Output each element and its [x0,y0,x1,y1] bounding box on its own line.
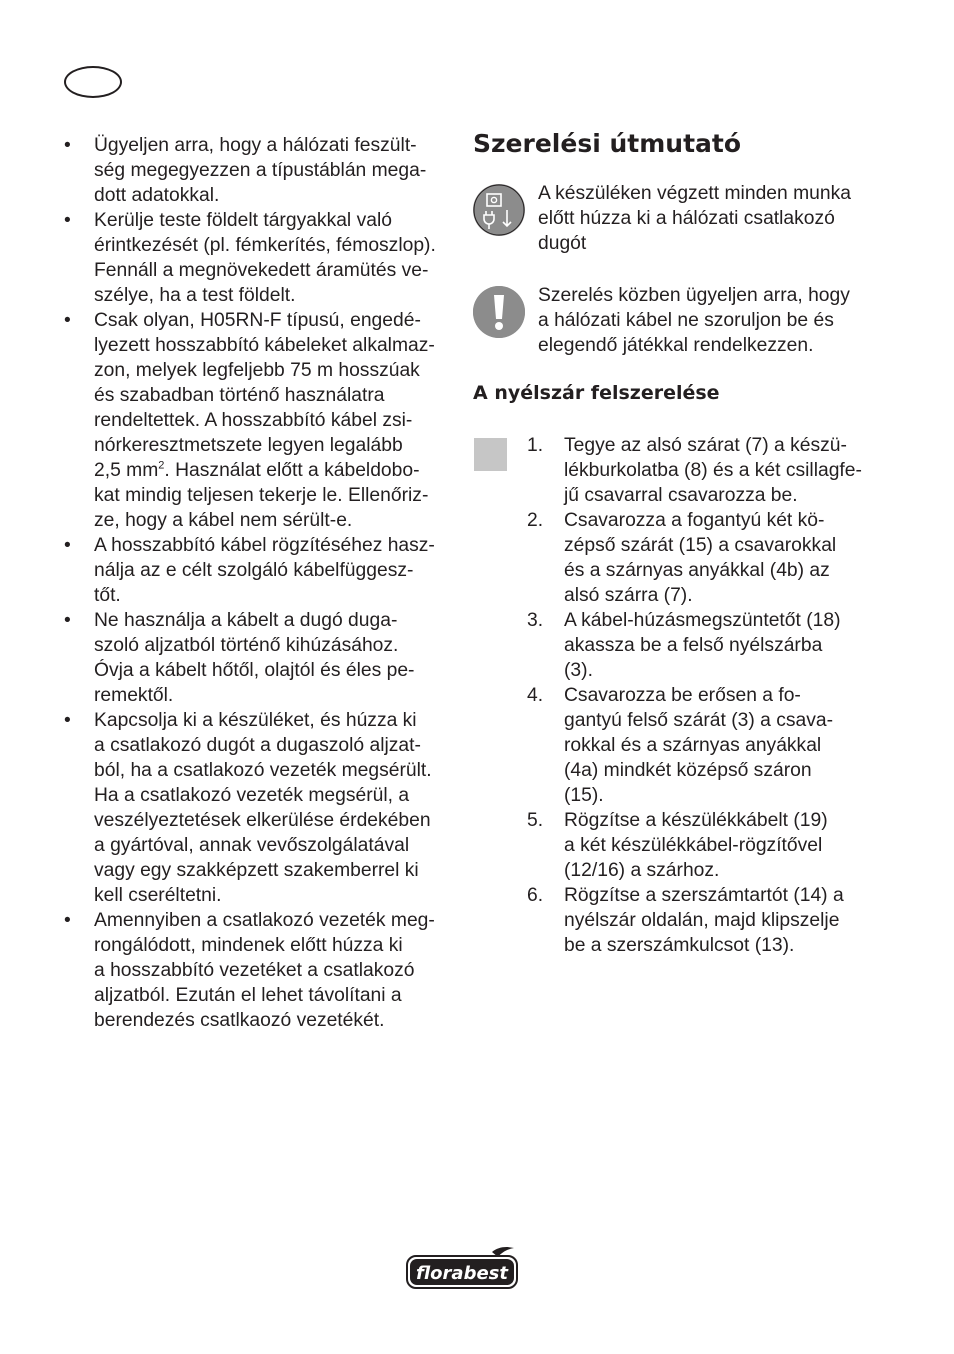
logo-text: florabest [416,1263,508,1284]
bullet-item: • Kapcsolja ki a készüléket, és húzza ki a csatlakozó dugót a dugaszoló aljzat- ból, ha a csatlakozó vezeték megsérült. Ha a csatlakozó vezeték megsérül, a veszélyeztetések elkerülése érdekében a gyártóval, annak vevőszolgálatával vagy egy szakképzett szakemberrel ki kell cseréltetni. [64,708,459,908]
section-title: Szerelési útmutató [473,129,742,158]
unplug-icon [473,184,525,236]
bullet-item: • Amennyiben a csatlakozó vezeték meg- rongálódott, mindenek előtt húzza ki a hosszabbító vezetéket a csatlakozó aljzatból. Ezután el lehet távolítani a berendezés csatlkaozó vezetékét. [64,908,459,1033]
language-badge [64,66,122,98]
step-item: 5. Rögzítse a készülékkábelt (19) a két készülékkábel-rögzítővel (12/16) a szárhoz. [527,810,828,881]
safety-bullet-list [64,133,459,1033]
bullet-item: • Ne használja a kábelt a dugó duga- szoló aljzatból történő kihúzásához. Óvja a kábelt hőtől, olajtól és éles pe- remektől. [64,608,459,708]
assembly-section [473,124,893,404]
florabest-logo [406,1246,519,1290]
bullet-item: • Ügyeljen arra, hogy a hálózati feszült- ség megegyezzen a típustáblán mega- dott adatokkal. [64,133,459,208]
step-item: 4. Csavarozza be erősen a fo- gantyú felső szárát (3) a csava- rokkal és a szárnyas anyákkal (4a) mindkét középső száron (15). [527,685,833,806]
figure-marker [474,438,507,471]
warning-notice-text: Szerelés közben ügyeljen arra, hogy a hálózati kábel ne szoruljon be és elegendő játékkal rendelkezzen. [538,285,850,356]
bullet-item: • Csak olyan, H05RN-F típusú, engedé- lyezett hosszabbító kábeleket alkalmaz- zon, melyek legfeljebb 75 m hosszúak és szabadban történő használatra rendeltettek. A hosszabbító kábel zsi- nórkeresztmetszete legyen legalább 2,5 $mm^2$. Használat előtt a kábeldobo- kat mindig teljesen tekerje le. Ellenőriz- ze, hogy a kábel nem sérült-e. [64,308,459,533]
unplug-notice-text: A készüléken végzett minden munka előtt húzza ki a hálózati csatlakozó dugót [538,183,851,254]
bullet-item: • A hosszabbító kábel rögzítéséhez hasz- nálja az e célt szolgáló kábelfüggesz- tőt. [64,533,459,608]
step-item: 1. Tegye az alsó szárat (7) a készü- lékburkolatba (8) és a két csillagfe- jű csavarral csavarozza be. [527,435,862,506]
step-item: 2. Csavarozza a fogantyú két kö- zépső szárát (15) a csavarokkal és a szárnyas anyákkal (4b) az alsó szárra (7). [527,510,837,606]
exclamation-icon [473,286,525,338]
bullet-item: • Kerülje teste földelt tárgyakkal való érintkezését (pl. fémkerítés, fémoszlop). Fennáll a megnövekedett áramütés ve- szélye, ha a test földelt. [64,208,459,308]
step-item: 6. Rögzítse a szerszámtartót (14) a nyélszár oldalán, majd klipszelje be a szerszámkulcsot (13). [527,885,844,956]
assembly-steps [519,433,879,958]
cross-section-line: 2,5 $mm^2$. Használat előtt a kábeldobo- [94,459,420,481]
subsection-title: A nyélszár felszerelése [473,382,720,404]
step-item: 3. A kábel-húzásmegszüntetőt (18) akassza be a felső nyélszárba (3). [527,610,841,681]
